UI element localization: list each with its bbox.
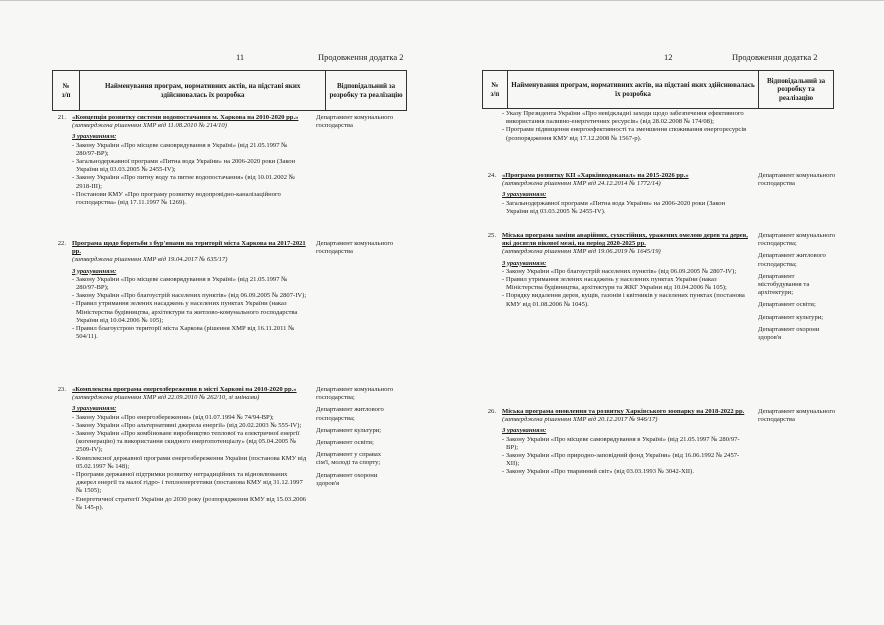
responsible-item: Департамент культури; xyxy=(316,426,382,434)
responsible-item: Департамент комунального господарства; xyxy=(316,386,394,402)
entry-taking: З урахуванням: xyxy=(72,267,117,275)
list-item: - Правил благоустрою території міста Харкова (рішення ХМР від 16.11.2011 № 504/11). xyxy=(72,325,295,341)
list-item: - Правил утримання зелених насаджень у населених пунктах України (наказ Міністерства будівництва, архітектури та житлово-комунального господарства України від 10.04.2006 № 105); xyxy=(72,300,298,324)
list-item: - Загальнодержавної програми «Питна вода України» на 2006-2020 роки (Закон України від 03.03.2005 № 2455-IV). xyxy=(502,199,726,215)
entry-responsible xyxy=(758,232,838,346)
responsible-item: Департамент освіти; xyxy=(316,439,374,447)
entry-approval: (затверджена рішенням ХМР від 19.06.2019 № 1645/19) xyxy=(502,248,661,256)
table-header xyxy=(52,70,407,111)
entry-approval: (затверджена рішенням ХМР від 22.09.2010 № 262/10, зі змінами) xyxy=(72,394,260,402)
page-number: 11 xyxy=(236,52,245,62)
entry-number: 26. xyxy=(487,408,496,415)
responsible-item: Департамент охорони здоров'я xyxy=(758,325,820,342)
list-item: - Закону України «Про місцеве самоврядування в Україні» (від 21.05.1997 № 280/97-ВР); xyxy=(72,275,288,292)
list-item: - Закону України «Про місцеве самоврядування в Україні» (від 21.05.1997 № 280/97-ВР); xyxy=(502,435,740,451)
entry-title: Міська програма оновлення та розвитку Харківського зоопарку на 2018-2022 рр. xyxy=(502,408,745,415)
list-item: - Порядку видалення дерев, кущів, газонів і квітників у населених пунктах (постанова КМУ від 01.08.2006 № 1045). xyxy=(502,292,745,308)
responsible-item: Департамент комунального господарства xyxy=(758,172,836,188)
entry-number: 22. xyxy=(57,240,66,247)
entry-title: Програма щодо боротьби з бур'янами на території міста Харкова на 2017-2021 рр. xyxy=(72,240,306,256)
list-item: - Загальнодержавної програми «Питна вода України» на 2006-2020 роки (Закон України від 03.03.2005 № 2455-IV); xyxy=(72,158,296,174)
entry-approval: (затверджена рішенням ХМР від 19.04.2017 № 635/17) xyxy=(72,256,228,264)
continuation-label: Продовження додатка 2 xyxy=(732,52,818,62)
page-number: 12 xyxy=(664,52,673,62)
entry-number: 21. xyxy=(57,114,66,121)
header-num: № з/п xyxy=(483,71,508,109)
right-page xyxy=(442,0,884,625)
entry-taking: З урахуванням: xyxy=(72,405,117,413)
list-item: - Правил утримання зелених насаджень у населених пунктах України (наказ Міністерства будівництва, архітектури та ЖКГ України від 10.04.2006 № 105); xyxy=(502,276,727,292)
entry-title: «Програма розвитку КП «Харківводоканал» на 2015-2026 рр.» xyxy=(502,172,689,179)
entry-approval: (затверджена рішенням ХМР від 20.12.2017 № 946/17) xyxy=(502,416,658,424)
list-item: - Закону України «Про енергозбереження» (від 01.07.1994 № 74/94-ВР); xyxy=(72,413,274,421)
header-name: Найменування програм, нормативних актів, на підставі яких здійснювалась їх розробка xyxy=(507,71,758,109)
entry-number: 23. xyxy=(57,386,66,393)
entry-responsible xyxy=(316,386,396,492)
header-name: Найменування програм, нормативних актів, на підставі яких здійснювалась їх розробка xyxy=(80,71,326,111)
entry-approval: (затверджена рішенням ХМР від 24.12.2014 № 1772/14) xyxy=(502,180,661,188)
responsible-item: Департамент житлового господарства; xyxy=(316,406,384,422)
list-item: - Програми державної підтримки розвитку нетрадиційних та відновлюваних джерел енергії та малої гідро- і теплоенергетики (постанова КМУ від 31.12.1997 № 1505); xyxy=(72,471,303,495)
list-item: - Указу Президента України «Про невідкладні заходи щодо забезпечення ефективного використання паливно-енергетичних ресурсів» (від 28.02.2008 № 174/08); xyxy=(502,110,744,126)
responsible-item: Департамент містобудування та архітектури; xyxy=(758,272,810,297)
header-resp: Відповідальний за розробку та реалізацію xyxy=(759,71,834,109)
responsible-item: Департамент охорони здоров'я xyxy=(316,471,378,487)
entry-number: 24. xyxy=(487,172,496,179)
entry-taking: З урахуванням: xyxy=(72,133,117,141)
list-item: - Закону України «Про природно-заповідний фонд України» (від 16.06.1992 № 2457-XII); xyxy=(502,452,740,468)
entry-approval: (затверджена рішенням ХМР від 11.08.2010 № 214/10) xyxy=(72,122,227,130)
responsible-item: Департамент комунального господарства xyxy=(758,408,836,424)
table-header xyxy=(482,70,834,109)
entry-responsible xyxy=(316,240,396,260)
responsible-item: Департамент освіти; xyxy=(758,301,816,309)
list-item: - Закону України «Про комбіноване виробництво теплової та електричної енергії (когенерацію) та використання скидного енергопотенціалу» (від 05.04.2005 № 2509-IV); xyxy=(72,430,300,454)
list-item: - Комплексної державної програми енергозбереження України (постанова КМУ від 05.02.1997 № 148); xyxy=(72,454,307,470)
entry-responsible xyxy=(758,408,838,428)
entry-taking: З урахуванням: xyxy=(502,427,547,435)
continuation-label: Продовження додатка 2 xyxy=(318,52,404,62)
entry-title: Міська програма заміни аварійних, сухостійних, уражених омелою дерев та дерев, які досягли вікової межі, на період 2020-2025 рр. xyxy=(502,232,748,248)
entry-taking: З урахуванням: xyxy=(502,259,547,267)
list-item: - Закону України «Про місцеве самоврядування в Україні» (від 21.05.1997 № 280/97-ВР); xyxy=(72,141,288,157)
scan-edge xyxy=(0,0,884,1)
entry-responsible xyxy=(316,114,396,134)
list-item: - Закону України «Про благоустрій населених пунктів» (від 06.09.2005 № 2807-IV); xyxy=(502,267,737,275)
list-item: - Програми підвищення енергоефективності та зменшення споживання енергоресурсів (розпорядження КМУ від 17.12.2008 № 1567-р). xyxy=(502,126,747,142)
list-item: - Закону України «Про благоустрій населених пунктів» (від 06.09.2005 № 2807-IV); xyxy=(72,292,307,300)
responsible-item: Департамент комунального господарства xyxy=(316,240,394,256)
list-item: - Закону України «Про тваринний світ» (від 03.03.1993 № 3042-XII). xyxy=(502,468,694,476)
responsible-item: Департамент житлового господарства; xyxy=(758,252,826,268)
list-item: - Закону України «Про альтернативні джерела енергії» (від 20.02.2003 № 555-IV); xyxy=(72,421,302,429)
entry-title: «Комплексна програма енергозбереження в місті Харкові на 2010-2020 рр.» xyxy=(72,386,297,393)
responsible-item: Департамент комунального господарства; xyxy=(758,232,836,248)
list-item: - Енергетичної стратегії України до 2030 року (розпорядження КМУ від 15.03.2006 № 145-р). xyxy=(72,495,307,511)
list-item: - Закону України «Про питну воду та питне водопостачання» (від 10.01.2002 № 2918-III); xyxy=(72,174,295,190)
entry-taking: З урахуванням: xyxy=(502,191,547,199)
header-resp: Відповідальний за розробку та реалізацію xyxy=(326,71,407,111)
entry-responsible xyxy=(758,172,838,192)
list-item: - Постанови КМУ «Про програму розвитку водопровідно-каналізаційного господарства» (від 17.11.1997 № 1269). xyxy=(72,190,281,207)
responsible-item: Департамент культури; xyxy=(758,313,824,321)
header-num: № з/п xyxy=(53,71,80,111)
responsible-item: Департамент комунального господарства xyxy=(316,114,394,130)
entry-number: 25. xyxy=(487,232,496,239)
responsible-item: Департамент у справах сім'ї, молоді та спорту; xyxy=(316,451,382,467)
entry-title: «Концепція розвитку системи водопостачання м. Харкова на 2010-2020 рр.» xyxy=(72,114,299,121)
